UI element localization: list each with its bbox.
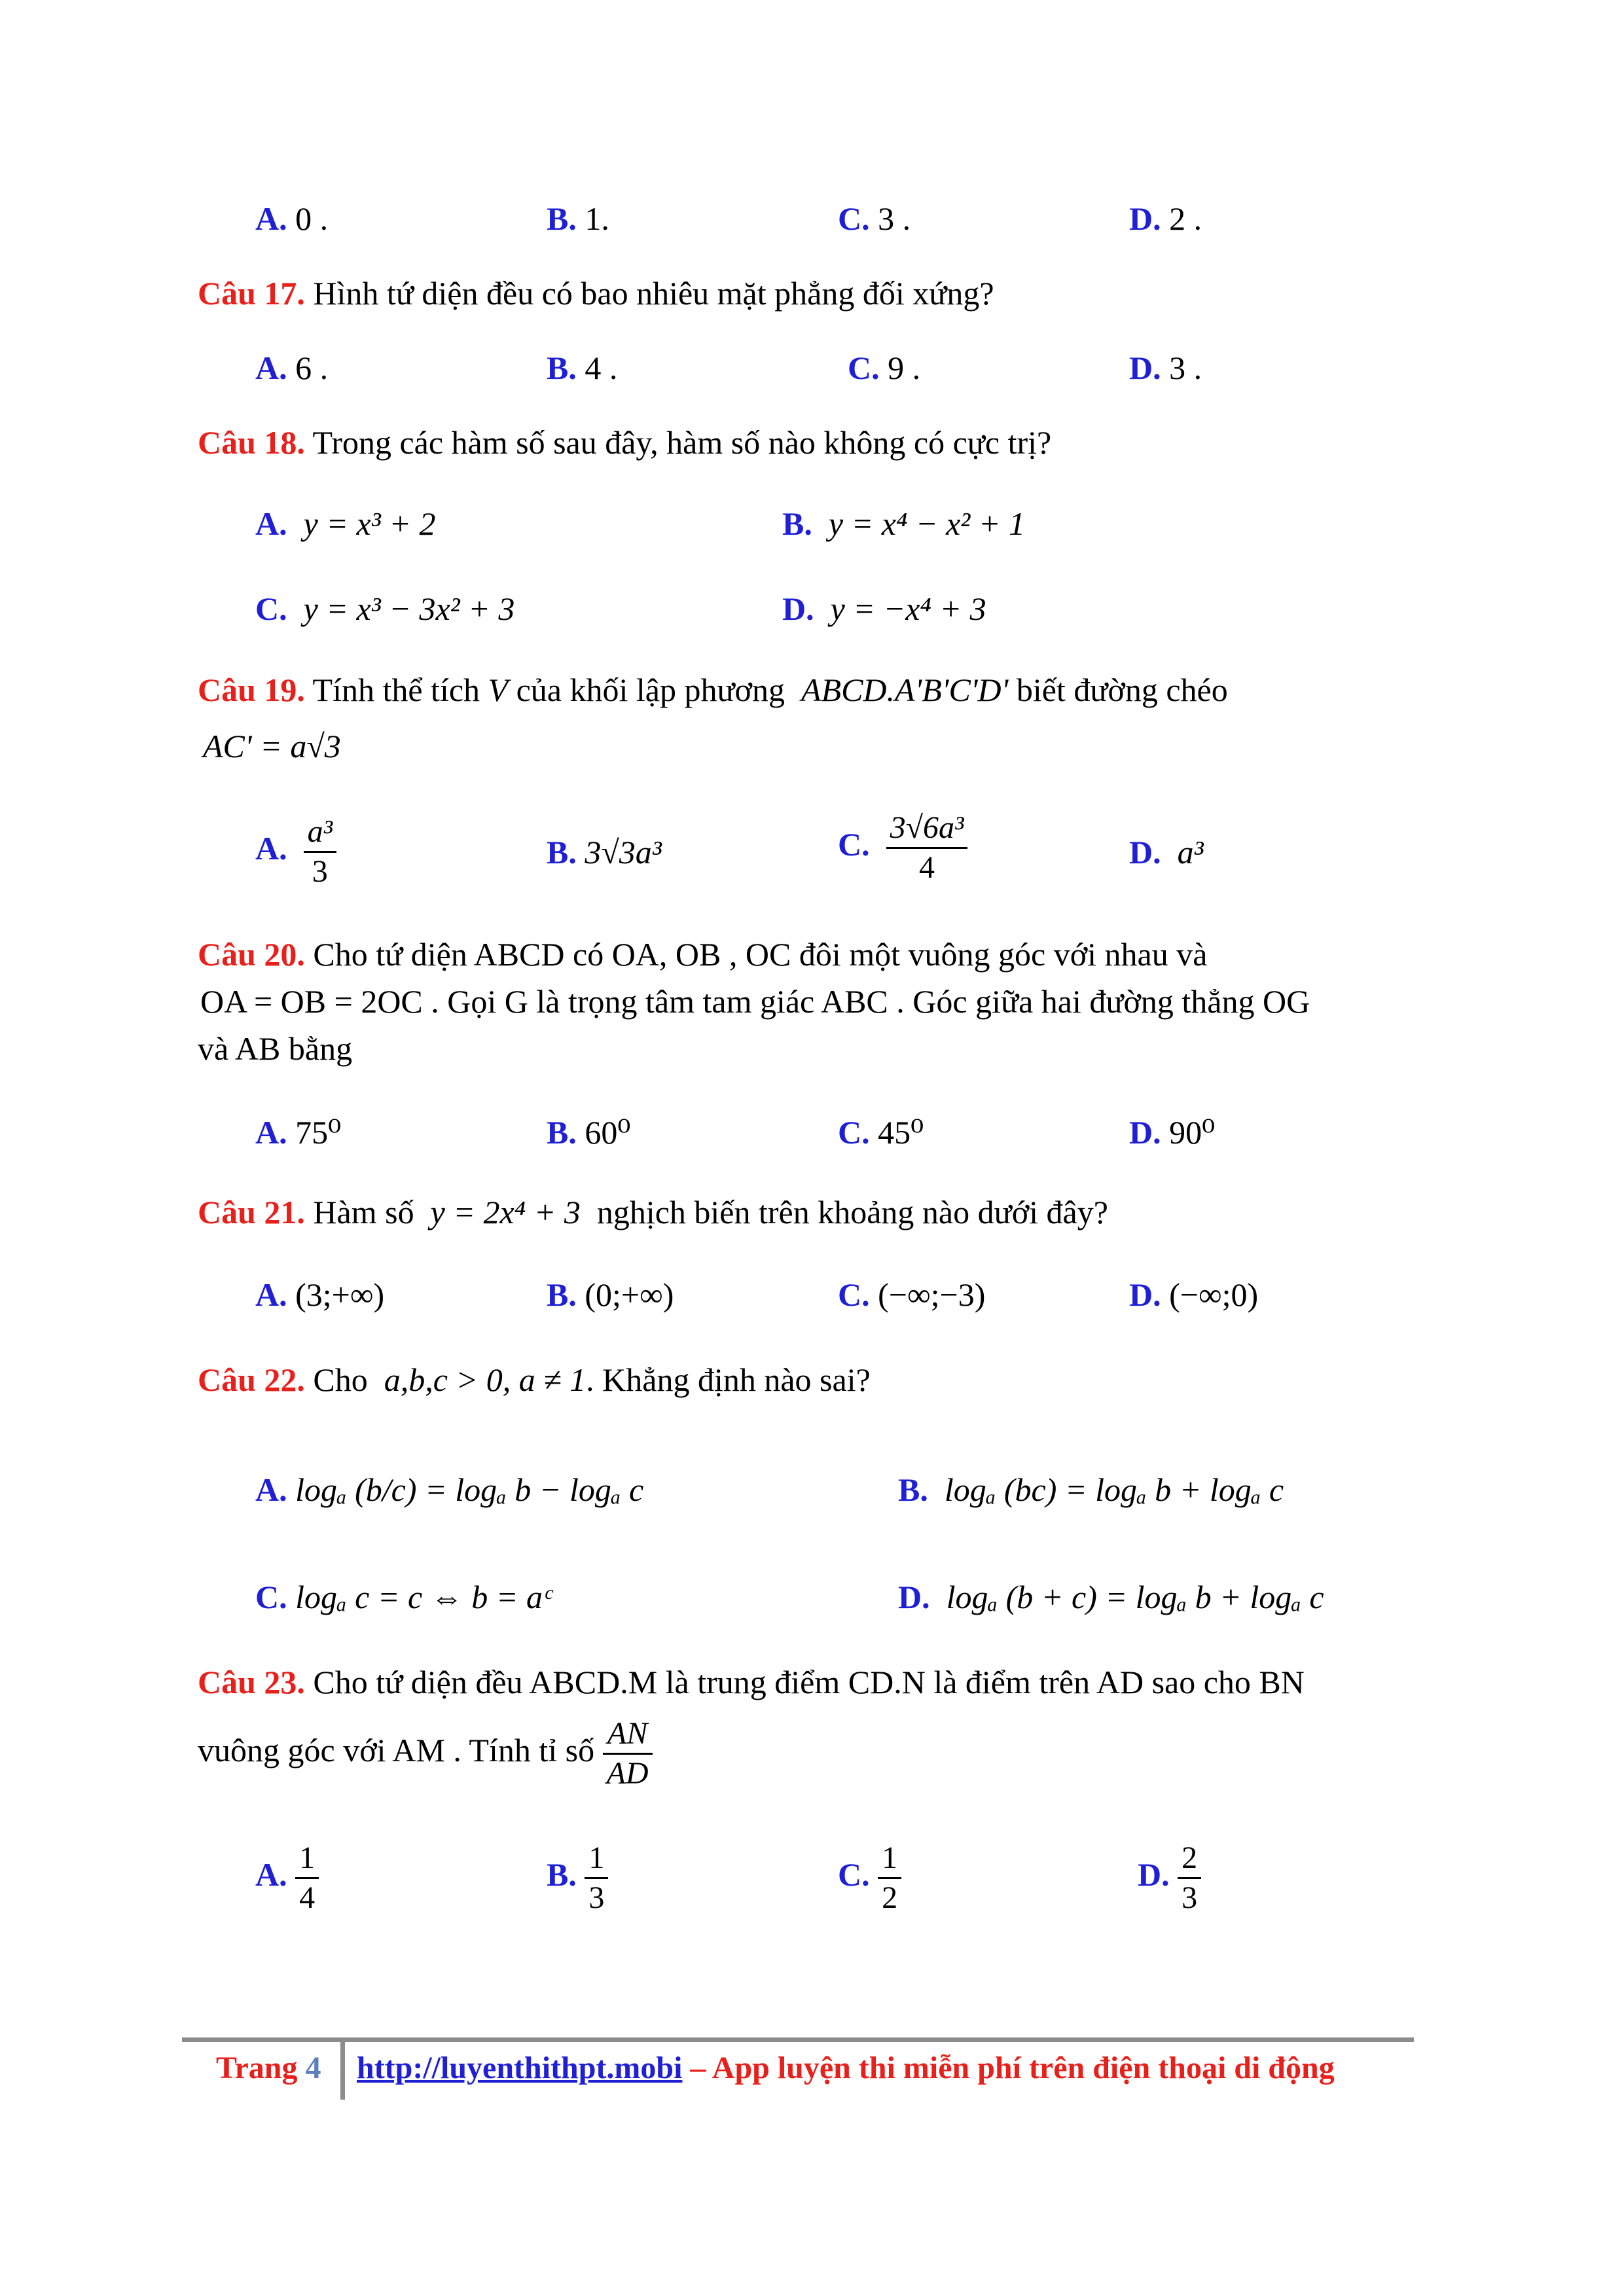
q21-stem: Câu 21. Hàm số y = 2x⁴ + 3 nghịch biến trên khoảng nào dưới đây? xyxy=(198,1194,1108,1230)
q22-stem: Câu 22. Cho a,b,c > 0, a ≠ 1. Khẳng định nào sai? xyxy=(198,1361,871,1398)
q20-stem: Câu 20. Cho tứ diện ABCD có OA, OB , OC đôi một vuông góc với nhau và xyxy=(198,936,1208,973)
ratio-fraction: $\frac{AN}{AD}$ xyxy=(603,1715,653,1793)
q20-option-c[interactable]: C. 45⁰ xyxy=(838,1114,924,1151)
q18-option-d[interactable]: D. y = −x⁴ + 3 xyxy=(782,590,986,627)
footer-link[interactable]: http://luyenthithpt.mobi xyxy=(357,2051,683,2085)
footer-divider xyxy=(182,2037,1414,2042)
q20-option-a[interactable]: A. 75⁰ xyxy=(255,1114,342,1151)
fraction: $\frac{1}{4}$ xyxy=(295,1839,319,1917)
q21-option-c[interactable]: C. (−∞;−3) xyxy=(838,1276,986,1313)
q16-option-b[interactable]: B. 1. xyxy=(547,200,609,237)
q17-stem: Câu 17. Hình tứ diện đều có bao nhiêu mặt phẳng đối xứng? xyxy=(198,275,994,312)
footer-banner: http://luyenthithpt.mobi – App luyện thi miễn phí trên điện thoại di động xyxy=(357,2051,1335,2085)
q16-option-a[interactable]: A. 0 . xyxy=(255,200,329,237)
q17-option-a[interactable]: A. 6 . xyxy=(255,350,329,386)
q17-option-d[interactable]: D. 3 . xyxy=(1129,350,1202,386)
q23-option-c[interactable]: C. $\frac{1}{2}$ xyxy=(838,1839,901,1917)
q21-option-b[interactable]: B. (0;+∞) xyxy=(547,1276,674,1313)
q18-option-a[interactable]: A. y = x³ + 2 xyxy=(255,505,436,542)
q18-option-c[interactable]: C. y = x³ − 3x² + 3 xyxy=(255,590,515,627)
q23-option-b[interactable]: B. $\frac{1}{3}$ xyxy=(547,1839,608,1917)
fraction: $\frac{1}{2}$ xyxy=(878,1839,901,1917)
q23-stem-line2: vuông góc với AM . Tính tỉ số $\frac{AN}{AD}$ xyxy=(198,1715,653,1793)
q22-option-b[interactable]: B. logₐ (bc) = logₐ b + logₐ c xyxy=(898,1471,1284,1508)
q21-option-d[interactable]: D. (−∞;0) xyxy=(1129,1276,1259,1313)
q18-stem: Câu 18. Trong các hàm số sau đây, hàm số nào không có cực trị? xyxy=(198,424,1052,461)
q16-option-c[interactable]: C. 3 . xyxy=(838,200,911,237)
q19-stem-line2: AC' = a√3 xyxy=(203,728,341,764)
q17-option-b[interactable]: B. 4 . xyxy=(547,350,618,386)
q18-option-b[interactable]: B. y = x⁴ − x² + 1 xyxy=(782,505,1026,542)
q23-option-a[interactable]: A. $\frac{1}{4}$ xyxy=(255,1839,319,1917)
q19-option-a[interactable]: A. $\frac{\text{a³}}{3}$ xyxy=(255,813,336,891)
q22-option-d[interactable]: D. logₐ (b + c) = logₐ b + logₐ c xyxy=(898,1579,1324,1615)
fraction: $\frac{2}{3}$ xyxy=(1178,1839,1201,1917)
q23-option-d[interactable]: D. $\frac{2}{3}$ xyxy=(1138,1839,1201,1917)
q19-option-b[interactable]: B. 3√3a³ xyxy=(547,834,662,870)
q22-option-c[interactable]: C. logₐ c = c ⇔ b = aᶜ xyxy=(255,1579,552,1615)
q16-option-d[interactable]: D. 2 . xyxy=(1129,200,1202,237)
q19-option-d[interactable]: D. a³ xyxy=(1129,834,1204,870)
q17-option-c[interactable]: C. 9 . xyxy=(848,350,921,386)
q21-option-a[interactable]: A. (3;+∞) xyxy=(255,1276,385,1313)
q20-option-d[interactable]: D. 90⁰ xyxy=(1129,1114,1216,1151)
q19-option-c[interactable]: C. $\frac{\text{3√6a³}}{4}$ xyxy=(838,809,967,887)
fraction: $\frac{\text{a³}}{3}$ xyxy=(304,813,336,891)
page-number: Trang 4 xyxy=(216,2051,321,2085)
footer-separator xyxy=(340,2041,345,2100)
fraction: $\frac{\text{3√6a³}}{4}$ xyxy=(886,809,968,887)
q20-option-b[interactable]: B. 60⁰ xyxy=(547,1114,631,1151)
q19-stem: Câu 19. Tính thể tích V của khối lập phương ABCD.A'B'C'D' biết đường chéo xyxy=(198,672,1228,708)
q20-stem-line3: và AB bằng xyxy=(198,1030,353,1067)
fraction: $\frac{1}{3}$ xyxy=(585,1839,608,1917)
q20-stem-line2: OA = OB = 2OC . Gọi G là trọng tâm tam giác ABC . Góc giữa hai đường thẳng OG xyxy=(200,983,1310,1020)
q23-stem: Câu 23. Cho tứ diện đều ABCD.M là trung điểm CD.N là điểm trên AD sao cho BN xyxy=(198,1664,1305,1700)
q22-option-a[interactable]: A. logₐ (b/c) = logₐ b − logₐ c xyxy=(255,1471,644,1508)
